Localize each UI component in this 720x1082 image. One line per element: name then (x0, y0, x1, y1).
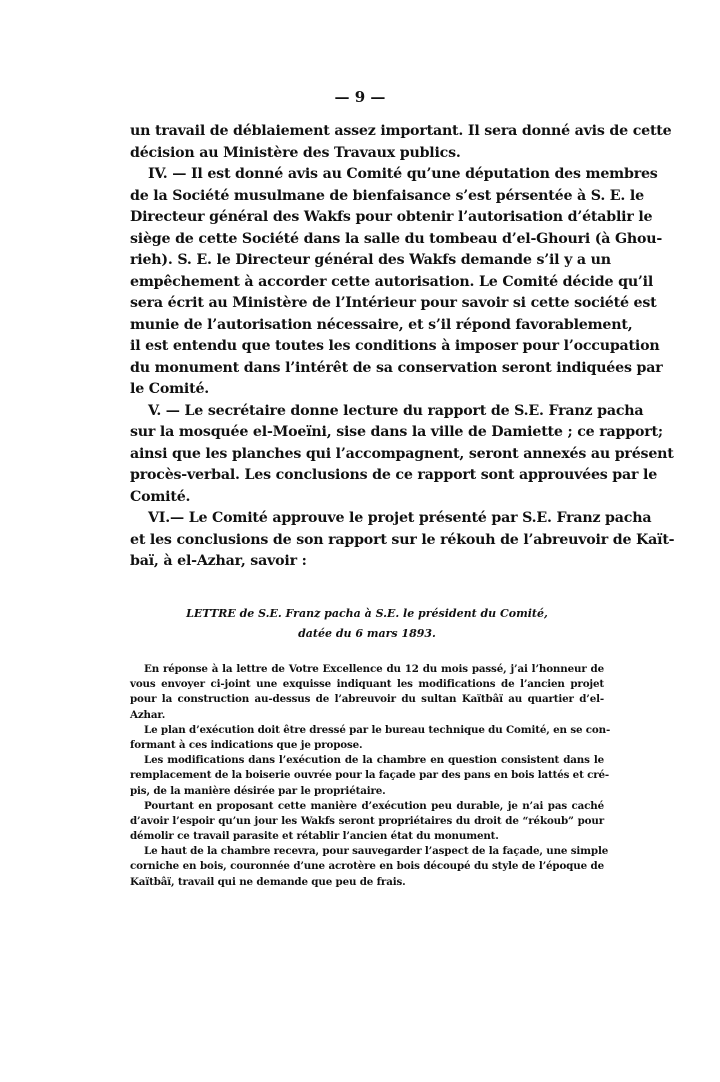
paragraph (130, 401, 674, 509)
paragraph (130, 662, 604, 723)
text-line: Pourtant en proposant cette manière d’exécution peu durable, je n’ai pas caché (144, 799, 604, 812)
paragraph (130, 121, 672, 164)
text-line: il est entendu que toutes les conditions à imposer pour l’occupation (130, 338, 660, 354)
text-line: siège de cette Société dans la salle du tombeau d’el-Ghouri (à Ghou- (130, 230, 663, 247)
text-line: IV. — Il est donné avis au Comité qu’une députation des membres (148, 166, 658, 182)
text-line: Azhar. (130, 708, 166, 721)
text-line: Le plan d’exécution doit être dressé par le bureau technique du Comité, en se con- (144, 723, 611, 736)
text-line: munie de l’autorisation nécessaire, et s’il répond favorablement, (130, 316, 633, 333)
text-line: procès-verbal. Les conclusions de ce rapport sont approuvées par le (130, 467, 658, 483)
text-line: En réponse à la lettre de Votre Excellence du 12 du mois passé, j’ai l’honneur de (144, 663, 604, 675)
text-line: V. — Le secrétaire donne lecture du rapport de S.E. Franz pacha (148, 402, 644, 419)
text-line: Les modifications dans l’exécution de la chambre en question consistent dans le (144, 754, 604, 767)
text-line: Kaïtbâï, travail qui ne demande que peu de frais. (130, 875, 406, 888)
text-line: Le haut de la chambre recevra, pour sauvegarder l’aspect de la façade, une simple (144, 845, 609, 858)
text-line: Comité. (130, 488, 191, 505)
text-line: du monument dans l’intérêt de sa conservation seront indiquées par (130, 359, 663, 376)
page-number: — 9 — (334, 88, 386, 106)
letter-text (130, 662, 611, 890)
text-line: Directeur général des Wakfs pour obtenir l’autorisation d’établir le (130, 209, 653, 225)
text-line: sera écrit au Ministère de l’Intérieur pour savoir si cette société est (130, 295, 657, 311)
text-line: le Comité. (130, 381, 210, 397)
text-line: sur la mosquée el-Moeïni, sise dans la ville de Damiette ; ce rapport; (130, 424, 663, 440)
main-text (130, 121, 675, 573)
paragraph (130, 723, 611, 753)
text-line: baï, à el-Azhar, savoir : (130, 553, 307, 569)
text-line: pis, de la manière désirée par le propriétaire. (130, 784, 386, 797)
paragraph (130, 164, 663, 401)
text-line: ainsi que les planches qui l’accompagnent, seront annexés au présent (130, 445, 674, 462)
letter-heading (130, 604, 604, 644)
letter-heading-date: datée du 6 mars 1893. (298, 627, 436, 640)
text-line: corniche en bois, couronnée d’une acrotère en bois découpé du style de l’époque de (130, 860, 604, 873)
text-line: vous envoyer ci-joint une exquisse indiquant les modifications de l’ancien projet (130, 678, 604, 691)
text-line: décision au Ministère des Travaux publics. (130, 144, 461, 161)
text-line: et les conclusions de son rapport sur le rékouh de l’abreuvoir de Kaït- (130, 531, 675, 548)
text-line: empêchement à accorder cette autorisation. Le Comité décide qu’il (130, 273, 654, 290)
text-line: un travail de déblaiement assez important. Il sera donné avis de cette (130, 123, 672, 139)
paragraph (130, 799, 604, 845)
text-line: remplacement de la boiserie ouvrée pour la façade par des pans en bois lattés et cré- (130, 769, 610, 782)
text-line: formant à ces indications que je propose. (130, 738, 363, 751)
paragraph (130, 753, 610, 799)
text-line: démolir ce travail parasite et rétablir l’ancien état du monument. (130, 830, 499, 843)
paragraph (130, 508, 675, 573)
text-line: de la Société musulmane de bienfaisance s’est pérsentée à S. E. le (130, 187, 644, 204)
text-line: d’avoir l’espoir qu’un jour les Wakfs seront propriétaires du droit de “rékoub” pour (130, 814, 604, 827)
paragraph (130, 844, 609, 890)
text-line: VI.— Le Comité approuve le projet présenté par S.E. Franz pacha (148, 510, 652, 526)
text-line: rieh). S. E. le Directeur général des Wakfs demande s’il y a un (130, 252, 611, 268)
letter-heading-title: LETTRE de S.E. Franz pacha à S.E. le président du Comité, (186, 607, 548, 620)
text-line: pour la construction au-dessus de l’abreuvoir du sultan Kaïtbâï au quartier d’el- (130, 693, 604, 706)
